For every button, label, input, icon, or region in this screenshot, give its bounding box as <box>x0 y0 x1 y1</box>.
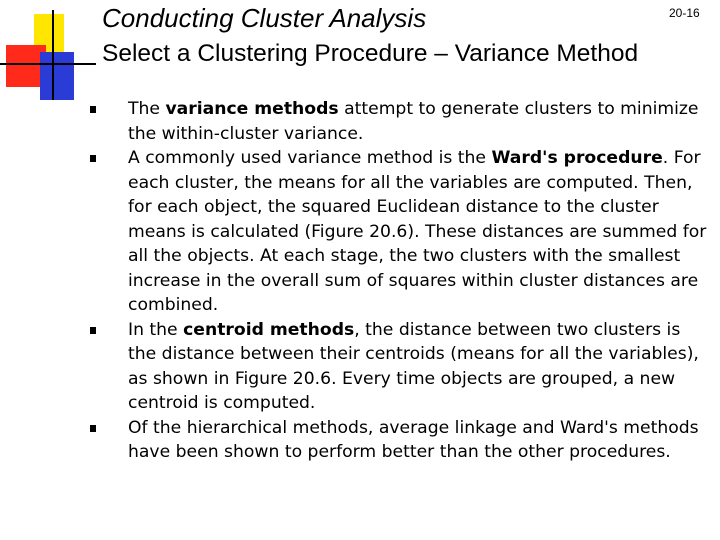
bullet-text: , the distance between two clusters is the distance between their centroids (means for all the variables), as shown in Figure 20.6. Every time objects are grouped, a new centroid is computed. <box>128 319 699 413</box>
square-bullet-icon <box>90 106 96 113</box>
bullet-item-variance-methods <box>90 97 712 146</box>
slide-number: 20-16 <box>669 6 700 20</box>
slide-heading: Conducting Cluster Analysis <box>102 3 427 33</box>
square-bullet-icon <box>90 327 96 334</box>
square-bullet-icon <box>90 155 96 162</box>
bullet-list <box>90 97 712 465</box>
bullet-bold-term: variance methods <box>165 99 339 119</box>
bullet-item-centroid-methods <box>90 318 712 416</box>
decorative-blue-square <box>40 52 74 100</box>
bullet-text: attempt to generate clusters to minimize the within-cluster variance. <box>128 99 699 144</box>
decorative-vertical-line <box>52 10 54 100</box>
bullet-text: . For each cluster, the means for all the variables are computed. Then, for each object, the squared Euclidean distance to the cluster means is calculated (Figure 20.6). These distances are summed for all the objects. At each stage, the two clusters with the smallest increase in the overall sum of squares within cluster distances are combined. <box>128 148 707 315</box>
bullet-bold-term: Ward's procedure <box>491 148 663 168</box>
bullet-text: The <box>128 99 166 119</box>
bullet-bold-term: centroid methods <box>183 319 355 340</box>
bullet-item-hierarchical-comparison <box>90 416 712 465</box>
bullet-text: In the <box>128 319 184 340</box>
bullet-text: Of the hierarchical methods, average linkage and Ward's methods have been shown to perform better than the other procedures. <box>128 417 699 462</box>
slide-title: Select a Clustering Procedure – Variance Method <box>102 40 639 67</box>
square-bullet-icon <box>90 425 96 432</box>
decorative-horizontal-line <box>0 63 96 65</box>
bullet-item-wards-procedure <box>90 146 712 318</box>
bullet-text: A commonly used variance method is the <box>128 148 492 168</box>
